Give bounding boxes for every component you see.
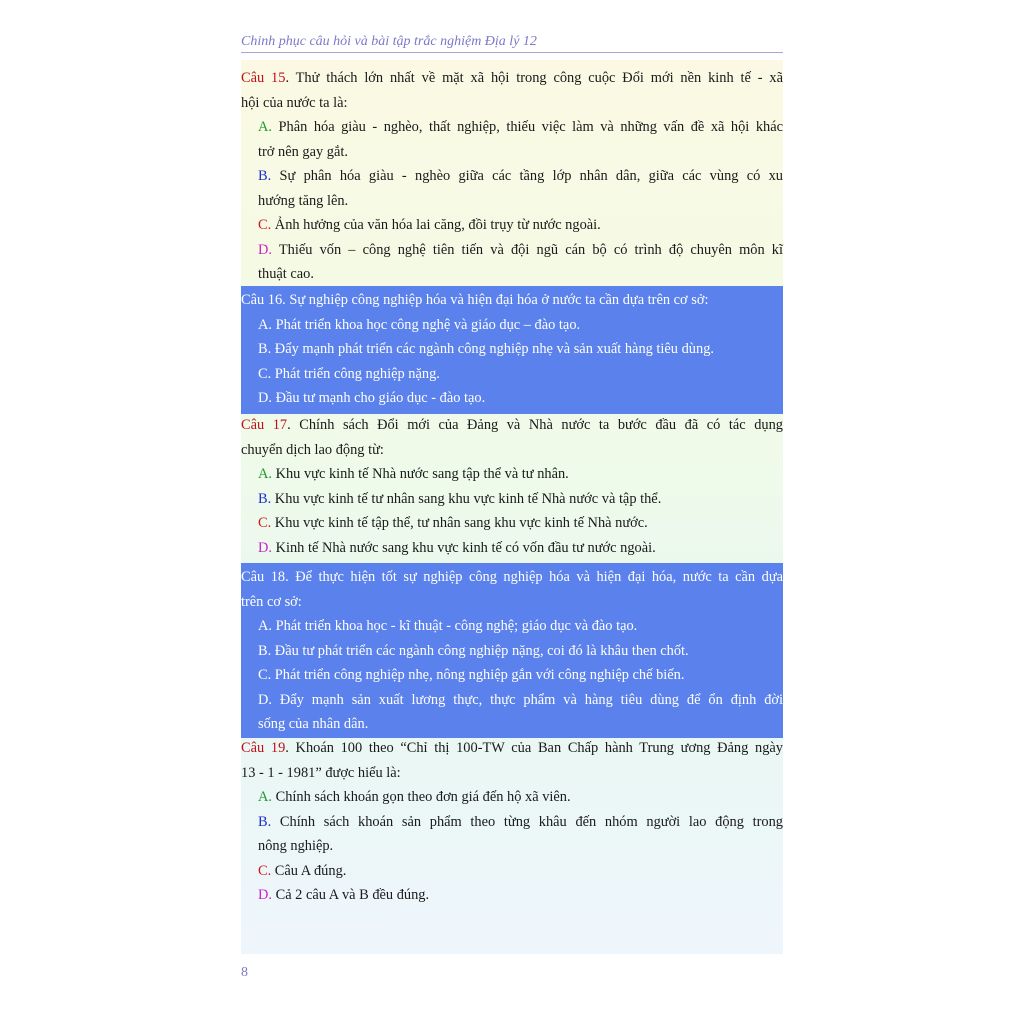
option-a-continued <box>241 140 783 165</box>
option-b <box>241 487 783 512</box>
option-b-continued <box>241 189 783 214</box>
option-text: Phát triển công nghiệp nhẹ, nông nghiệp gắn với công nghiệp chế biến. <box>271 667 685 683</box>
question-content <box>241 60 783 954</box>
option-d <box>241 238 783 263</box>
question-stem-text: . Chính sách Đổi mới của Đảng và Nhà nước ta bước đầu đã có tác dụng <box>287 417 783 433</box>
question-label: Câu 17 <box>241 417 288 433</box>
option-c <box>241 859 783 884</box>
option-c <box>241 362 783 387</box>
option-c <box>241 213 783 238</box>
option-text: Cả 2 câu A và B đều đúng. <box>272 887 430 903</box>
page-header <box>241 33 783 53</box>
option-text: thuật cao. <box>258 266 314 282</box>
option-a <box>241 785 783 810</box>
question-stem-line <box>241 91 783 116</box>
option-text: trở nên gay gắt. <box>258 143 348 160</box>
option-letter: B. <box>258 813 272 830</box>
option-text: Thiếu vốn – công nghệ tiên tiến và đội ngũ cán bộ có trình độ chuyên môn kĩ <box>272 241 783 258</box>
question-label: Câu 19 <box>241 740 286 756</box>
option-b-continued <box>241 834 783 859</box>
question-stem-line <box>241 565 783 590</box>
option-text: Chính sách khoán sản phẩm theo từng khâu đến nhóm người lao động trong <box>271 813 783 830</box>
header-title: Chinh phục câu hỏi và bài tập trắc nghiệm Địa lý 12 <box>241 34 537 49</box>
option-c <box>241 663 783 688</box>
question-stem-line <box>241 736 783 761</box>
question-stem-line <box>241 761 783 786</box>
option-text: Phát triển khoa học công nghệ và giáo dục – đào tạo. <box>272 316 581 333</box>
question-stem-line <box>241 438 783 463</box>
option-text: Đẩy mạnh sản xuất lương thực, thực phẩm và hàng tiêu dùng để ổn định đời <box>272 691 783 708</box>
option-c <box>241 511 783 536</box>
option-text: Đầu tư phát triển các ngành công nghiệp nặng, coi đó là khâu then chốt. <box>271 642 689 659</box>
option-letter: D. <box>258 241 272 258</box>
option-letter: B. <box>258 341 272 357</box>
option-b <box>241 337 783 362</box>
option-letter: C. <box>258 365 272 382</box>
option-letter: B. <box>258 168 272 184</box>
option-a <box>241 115 783 140</box>
option-b <box>241 810 783 835</box>
option-letter: C. <box>258 217 272 233</box>
option-text: Câu A đúng. <box>271 862 347 879</box>
option-d-continued <box>241 712 783 737</box>
question-15 <box>241 66 783 287</box>
question-stem-text: . Thử thách lớn nhất về mặt xã hội trong công cuộc Đổi mới nền kinh tế - xã <box>285 70 783 86</box>
option-d <box>241 688 783 713</box>
option-d <box>241 883 783 908</box>
question-stem-text: 13 - 1 - 1981” được hiểu là: <box>241 764 401 781</box>
option-letter: A. <box>258 316 272 333</box>
question-19 <box>241 736 783 908</box>
question-stem-text: chuyển dịch lao động từ: <box>241 441 384 458</box>
option-letter: D. <box>258 887 272 903</box>
option-letter: B. <box>258 642 272 659</box>
option-d <box>241 536 783 561</box>
option-text: Khu vực kinh tế tư nhân sang khu vực kinh tế Nhà nước và tập thể. <box>271 490 662 507</box>
option-a <box>241 614 783 639</box>
question-stem-text: trên cơ sở: <box>241 593 302 610</box>
question-label: Câu 15 <box>241 70 286 86</box>
question-label: Câu 18 <box>241 569 286 585</box>
option-text: Sự phân hóa giàu - nghèo giữa các tầng lớp nhân dân, giữa các vùng có xu <box>271 168 783 184</box>
option-b <box>241 164 783 189</box>
option-text: sống của nhân dân. <box>258 716 369 732</box>
question-stem-text: hội của nước ta là: <box>241 94 348 111</box>
question-stem-text: . Khoán 100 theo “Chỉ thị 100-TW của Ban Chấp hành Trung ương Đảng ngày <box>285 740 783 756</box>
option-text: Chính sách khoán gọn theo đơn giá đến hộ xã viên. <box>272 789 571 805</box>
option-d <box>241 386 783 411</box>
option-letter: D. <box>258 691 272 708</box>
option-letter: C. <box>258 667 272 683</box>
option-letter: A. <box>258 789 272 805</box>
option-text: Đầu tư mạnh cho giáo dục - đào tạo. <box>272 390 486 406</box>
option-d-continued <box>241 262 783 287</box>
option-letter: A. <box>258 119 272 135</box>
option-letter: D. <box>258 390 272 406</box>
option-a <box>241 313 783 338</box>
option-letter: A. <box>258 466 272 482</box>
option-b <box>241 639 783 664</box>
option-text: nông nghiệp. <box>258 838 334 854</box>
option-text: Kinh tế Nhà nước sang khu vực kinh tế có vốn đầu tư nước ngoài. <box>272 539 656 556</box>
page-number: 8 <box>241 965 248 980</box>
option-letter: D. <box>258 539 272 556</box>
option-text: hướng tăng lên. <box>258 192 349 209</box>
option-letter: C. <box>258 515 272 531</box>
option-text: Khu vực kinh tế tập thể, tư nhân sang khu vực kinh tế Nhà nước. <box>271 515 648 531</box>
option-letter: A. <box>258 618 272 634</box>
question-label: Câu 16 <box>241 292 283 308</box>
question-stem-text: . Sự nghiệp công nghiệp hóa và hiện đại hóa ở nước ta cần dựa trên cơ sở: <box>282 292 709 308</box>
option-letter: C. <box>258 862 272 879</box>
option-text: Đẩy mạnh phát triển các ngành công nghiệp nhẹ và sản xuất hàng tiêu dùng. <box>271 341 714 357</box>
option-letter: B. <box>258 490 272 507</box>
question-18 <box>241 563 783 738</box>
question-16 <box>241 286 783 414</box>
option-text: Khu vực kinh tế Nhà nước sang tập thể và tư nhân. <box>272 466 569 482</box>
question-stem-text: . Để thực hiện tốt sự nghiệp công nghiệp hóa và hiện đại hóa, nước ta cần dựa <box>285 569 784 585</box>
question-stem-line <box>241 590 783 615</box>
option-text: Phát triển công nghiệp nặng. <box>271 365 440 382</box>
option-text: Phát triển khoa học - kĩ thuật - công nghệ; giáo dục và đào tạo. <box>272 618 638 634</box>
question-stem-line <box>241 288 783 313</box>
option-text: Ảnh hưởng của văn hóa lai căng, đồi trụy từ nước ngoài. <box>271 217 601 233</box>
option-text: Phân hóa giàu - nghèo, thất nghiệp, thiếu việc làm và những vấn đề xã hội khác <box>272 119 783 135</box>
question-stem-line <box>241 66 783 91</box>
question-17 <box>241 413 783 560</box>
option-a <box>241 462 783 487</box>
question-stem-line <box>241 413 783 438</box>
